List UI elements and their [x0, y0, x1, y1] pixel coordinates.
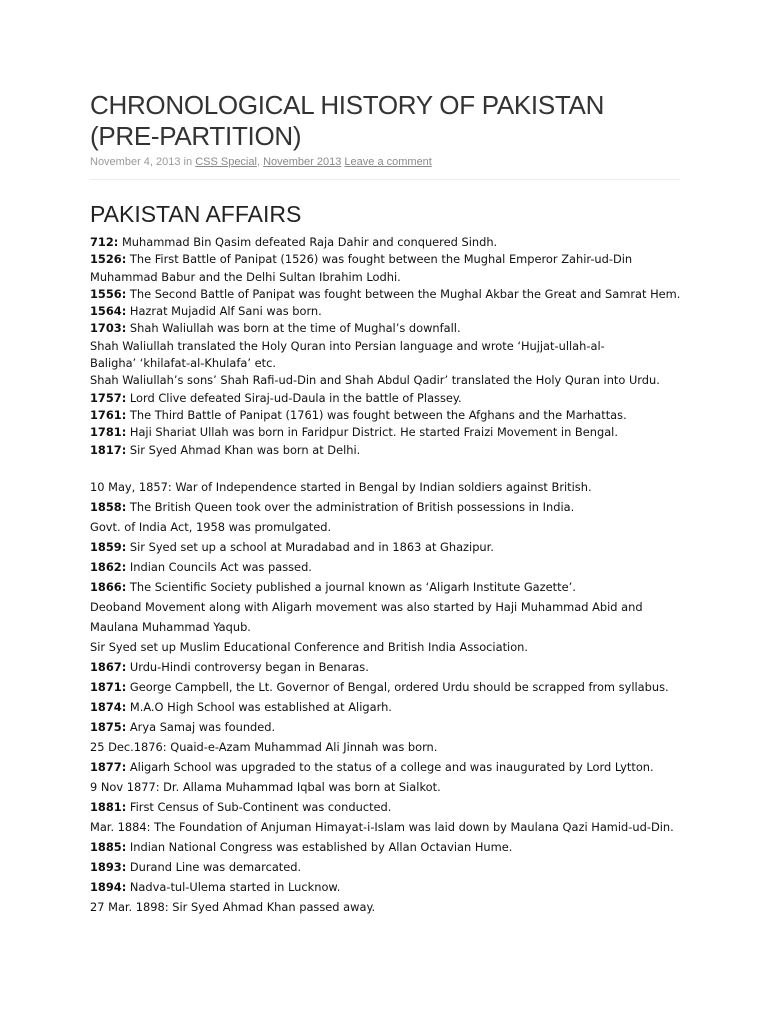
- timeline: [90, 234, 690, 917]
- entry-text: Sir Syed set up a school at Muradabad and in 1863 at Ghazipur.: [126, 539, 494, 554]
- timeline-entry: [90, 390, 690, 407]
- block-spacer: [90, 459, 690, 477]
- entry-date: 712:: [90, 235, 119, 249]
- entry-text: Maulana Muhammad Yaqub.: [90, 619, 251, 634]
- timeline-entry: [90, 234, 690, 251]
- timeline-entry: [90, 857, 690, 877]
- entry-date: 1893:: [90, 859, 127, 874]
- entry-date: 1703:: [90, 321, 127, 336]
- entry-text: The Scientific Society published a journal known as ‘Aligarh Institute Gazette’.: [126, 579, 576, 594]
- timeline-entry: [90, 537, 690, 557]
- page-title: [90, 90, 690, 152]
- entry-text: George Campbell, the Lt. Governor of Bengal, ordered Urdu should be scrapped from syllabus.: [126, 679, 669, 694]
- entry-date: 1877:: [90, 759, 127, 774]
- category-link-css-special[interactable]: CSS Special: [195, 156, 257, 168]
- entry-date: 1858:: [90, 499, 127, 514]
- entry-date: 1817:: [90, 442, 127, 457]
- timeline-entry: [90, 497, 690, 517]
- timeline-entry: [90, 777, 690, 797]
- timeline-entry: [90, 269, 690, 286]
- entry-text: The Third Battle of Panipat (1761) was fought between the Afghans and the Marhattas.: [126, 407, 627, 422]
- entry-text: Shah Waliullah’s sons’ Shah Rafi-ud-Din and Shah Abdul Qadir’ translated the Holy Quran into Urdu.: [90, 373, 660, 388]
- timeline-entry: [90, 817, 690, 837]
- entry-date: 1874:: [90, 699, 127, 714]
- entry-text: 10 May, 1857: War of Independence started in Bengal by Indian soldiers against British.: [90, 479, 592, 494]
- entry-date: 1885:: [90, 839, 127, 854]
- timeline-entry: [90, 637, 690, 657]
- post-meta: [90, 155, 690, 169]
- entry-date: 1859:: [90, 539, 127, 554]
- timeline-entry: [90, 757, 690, 777]
- timeline-entry: [90, 717, 690, 737]
- timeline-entry: [90, 338, 690, 355]
- timeline-entry: [90, 677, 690, 697]
- entry-text: Arya Samaj was founded.: [126, 719, 276, 734]
- entry-date: 1875:: [90, 719, 127, 734]
- entry-text: Urdu-Hindi controversy began in Benaras.: [126, 659, 369, 674]
- entry-text: Muhammad Babur and the Delhi Sultan Ibrahim Lodhi.: [90, 269, 401, 284]
- timeline-entry: [90, 286, 690, 303]
- entry-date: 1526:: [90, 252, 127, 267]
- timeline-entry: [90, 477, 690, 497]
- timeline-entry: [90, 251, 690, 268]
- entry-date: 1871:: [90, 679, 127, 694]
- entry-text: The Second Battle of Panipat was fought between the Mughal Akbar the Great and Samrat Hem.: [126, 286, 681, 301]
- entry-text: Sir Syed Ahmad Khan was born at Delhi.: [126, 442, 361, 457]
- header-divider: [90, 179, 680, 180]
- entry-date: 1881:: [90, 799, 127, 814]
- timeline-block-2: [90, 477, 690, 917]
- entry-text: The British Queen took over the administration of British possessions in India.: [126, 499, 575, 514]
- timeline-entry: [90, 557, 690, 577]
- entry-text: Shah Waliullah was born at the time of Mughal’s downfall.: [126, 321, 461, 336]
- entry-text: Muhammad Bin Qasim defeated Raja Dahir and conquered Sindh.: [118, 235, 498, 249]
- entry-text: 27 Mar. 1898: Sir Syed Ahmad Khan passed away.: [90, 899, 376, 914]
- timeline-entry: [90, 303, 690, 320]
- timeline-entry: [90, 320, 690, 337]
- entry-text: Govt. of India Act, 1958 was promulgated.: [90, 519, 332, 534]
- entry-date: 1862:: [90, 559, 127, 574]
- timeline-entry: [90, 597, 690, 617]
- entry-text: Hazrat Mujadid Alf Sani was born.: [126, 304, 322, 319]
- timeline-entry: [90, 837, 690, 857]
- section-heading: PAKISTAN AFFAIRS: [90, 201, 302, 227]
- entry-date: 1867:: [90, 659, 127, 674]
- timeline-entry: [90, 517, 690, 537]
- timeline-block-1: [90, 234, 690, 459]
- timeline-entry: [90, 897, 690, 917]
- entry-date: 1781:: [90, 425, 127, 440]
- entry-date: 1894:: [90, 879, 127, 894]
- entry-text: Indian National Congress was established by Allan Octavian Hume.: [126, 839, 513, 854]
- entry-date: 1866:: [90, 579, 127, 594]
- leave-comment-link[interactable]: Leave a comment: [344, 156, 432, 168]
- entry-date: 1564:: [90, 304, 127, 319]
- entry-text: Sir Syed set up Muslim Educational Conference and British India Association.: [90, 639, 529, 654]
- entry-text: Nadva-tul-Ulema started in Lucknow.: [126, 879, 341, 894]
- entry-date: 1757:: [90, 390, 127, 405]
- timeline-entry: [90, 424, 690, 441]
- entry-text: Haji Shariat Ullah was born in Faridpur District. He started Fraizi Movement in Bengal.: [126, 425, 618, 440]
- entry-text: Lord Clive defeated Siraj-ud-Daula in the battle of Plassey.: [126, 390, 462, 405]
- entry-text: Deoband Movement along with Aligarh movement was also started by Haji Muhammad Abid and: [90, 599, 643, 614]
- entry-text: The First Battle of Panipat (1526) was fought between the Mughal Emperor Zahir-ud-Din: [126, 252, 633, 267]
- timeline-entry: [90, 797, 690, 817]
- timeline-entry: [90, 657, 690, 677]
- page-title-line-2: (PRE-PARTITION): [90, 121, 302, 151]
- entry-text: 25 Dec.1876: Quaid-e-Azam Muhammad Ali Jinnah was born.: [90, 739, 438, 754]
- category-link-november-2013[interactable]: November 2013: [263, 156, 342, 168]
- entry-text: 9 Nov 1877: Dr. Allama Muhammad Iqbal was born at Sialkot.: [90, 779, 441, 794]
- timeline-entry: [90, 577, 690, 597]
- entry-text: First Census of Sub-Continent was conducted.: [126, 799, 392, 814]
- entry-date: 1761:: [90, 407, 127, 422]
- entry-text: Indian Councils Act was passed.: [126, 559, 312, 574]
- article: [90, 90, 690, 917]
- entry-text: Aligarh School was upgraded to the status of a college and was inaugurated by Lord Lytton.: [126, 759, 654, 774]
- timeline-entry: [90, 372, 690, 389]
- entry-date: 1556:: [90, 286, 127, 301]
- timeline-entry: [90, 407, 690, 424]
- timeline-entry: [90, 697, 690, 717]
- timeline-entry: [90, 617, 690, 637]
- timeline-entry: [90, 442, 690, 459]
- timeline-entry: [90, 737, 690, 757]
- entry-text: Durand Line was demarcated.: [126, 859, 302, 874]
- timeline-entry: [90, 877, 690, 897]
- entry-text: Mar. 1884: The Foundation of Anjuman Himayat-i-Islam was laid down by Maulana Qazi Hamid-ud-Din.: [90, 819, 674, 834]
- page-title-line-1: CHRONOLOGICAL HISTORY OF PAKISTAN: [90, 90, 605, 120]
- entry-text: M.A.O High School was established at Aligarh.: [126, 699, 392, 714]
- meta-separator: ,: [256, 156, 261, 168]
- entry-text: Shah Waliullah translated the Holy Quran into Persian language and wrote ‘Hujjat-ullah-al-: [90, 338, 605, 353]
- entry-text: Baligha’ ‘khilafat-al-Khulafa’ etc.: [90, 356, 277, 371]
- timeline-entry: [90, 355, 690, 372]
- post-date: November 4, 2013 in: [90, 156, 193, 168]
